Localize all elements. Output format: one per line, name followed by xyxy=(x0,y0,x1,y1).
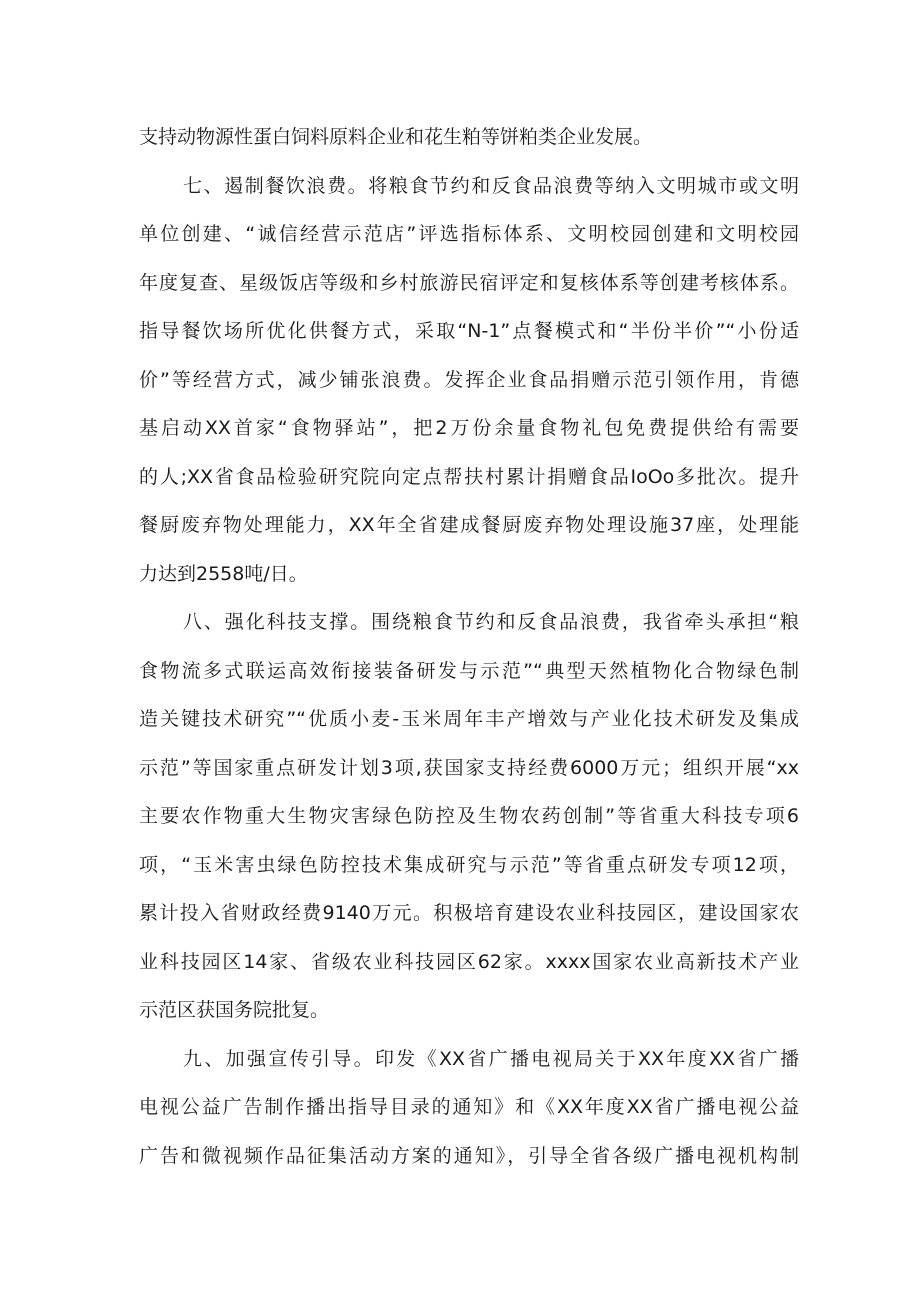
text-line: 单位创建、“诚信经营示范店”评选指标体系、文明校园创建和文明校园 xyxy=(139,223,799,245)
document-body xyxy=(139,113,799,1180)
text-line: 主要农作物重大生物灾害绿色防控及生物农药创制”等省重大科技专项6 xyxy=(139,805,799,827)
text-line: 价”等经营方式，减少铺张浪费。发挥企业食品捐赠示范引领作用，肯德 xyxy=(139,368,799,391)
text-line: 食物流多式联运高效衔接装备研发与示范”“典型天然植物化合物绿色制 xyxy=(139,659,799,682)
paragraph-8-heading-line: 八、强化科技支撑。围绕粮食节约和反食品浪费，我省牵头承担“粮 xyxy=(183,611,799,633)
text-line: 年度复查、星级饭店等级和乡村旅游民宿评定和复核体系等创建考核体系。 xyxy=(139,271,799,294)
text-line: 项，“玉米害虫绿色防控技术集成研究与示范”等省重点研发专项12项， xyxy=(139,853,799,876)
text-line: 餐厨废弃物处理能力，XX年全省建成餐厨废弃物处理设施37座，处理能 xyxy=(139,514,799,536)
text-line: 示范”等国家重点研发计划3项,获国家支持经费6000万元；组织开展“xx xyxy=(139,756,799,779)
text-line: 业科技园区14家、省级农业科技园区62家。xxxx国家农业高新技术产业 xyxy=(139,950,799,973)
text-line: 指导餐饮场所优化供餐方式，采取“N-1”点餐模式和“半份半价”“小份适 xyxy=(139,320,799,342)
paragraph-9-heading-line: 九、加强宣传引导。印发《XX省广播电视局关于XX年度XX省广播 xyxy=(183,1047,799,1070)
text-line: 电视公益广告制作播出指导目录的通知》和《XX年度XX省广播电视公益 xyxy=(139,1096,799,1118)
paragraph-7-heading-line: 七、遏制餐饮浪费。将粮食节约和反食品浪费等纳入文明城市或文明 xyxy=(183,174,799,197)
text-line: 力达到2558吨/日。 xyxy=(139,562,308,585)
text-line: 基启动XX首家“食物驿站”，把2万份余量食物礼包免费提供给有需要 xyxy=(139,417,799,439)
text-line: 支持动物源性蛋白饲料原料企业和花生粕等饼粕类企业发展。 xyxy=(139,126,653,148)
text-line: 广告和微视频作品征集活动方案的通知》，引导全省各级广播电视机构制 xyxy=(139,1144,799,1167)
text-line: 示范区获国务院批复。 xyxy=(139,999,330,1021)
text-line: 的人;XX省食品检验研究院向定点帮扶村累计捐赠食品IoOo多批次。提升 xyxy=(139,465,799,488)
text-line: 累计投入省财政经费9140万元。积极培育建设农业科技园区，建设国家农 xyxy=(139,902,799,924)
text-line: 造关键技术研究”“优质小麦-玉米周年丰产增效与产业化技术研发及集成 xyxy=(139,708,799,730)
